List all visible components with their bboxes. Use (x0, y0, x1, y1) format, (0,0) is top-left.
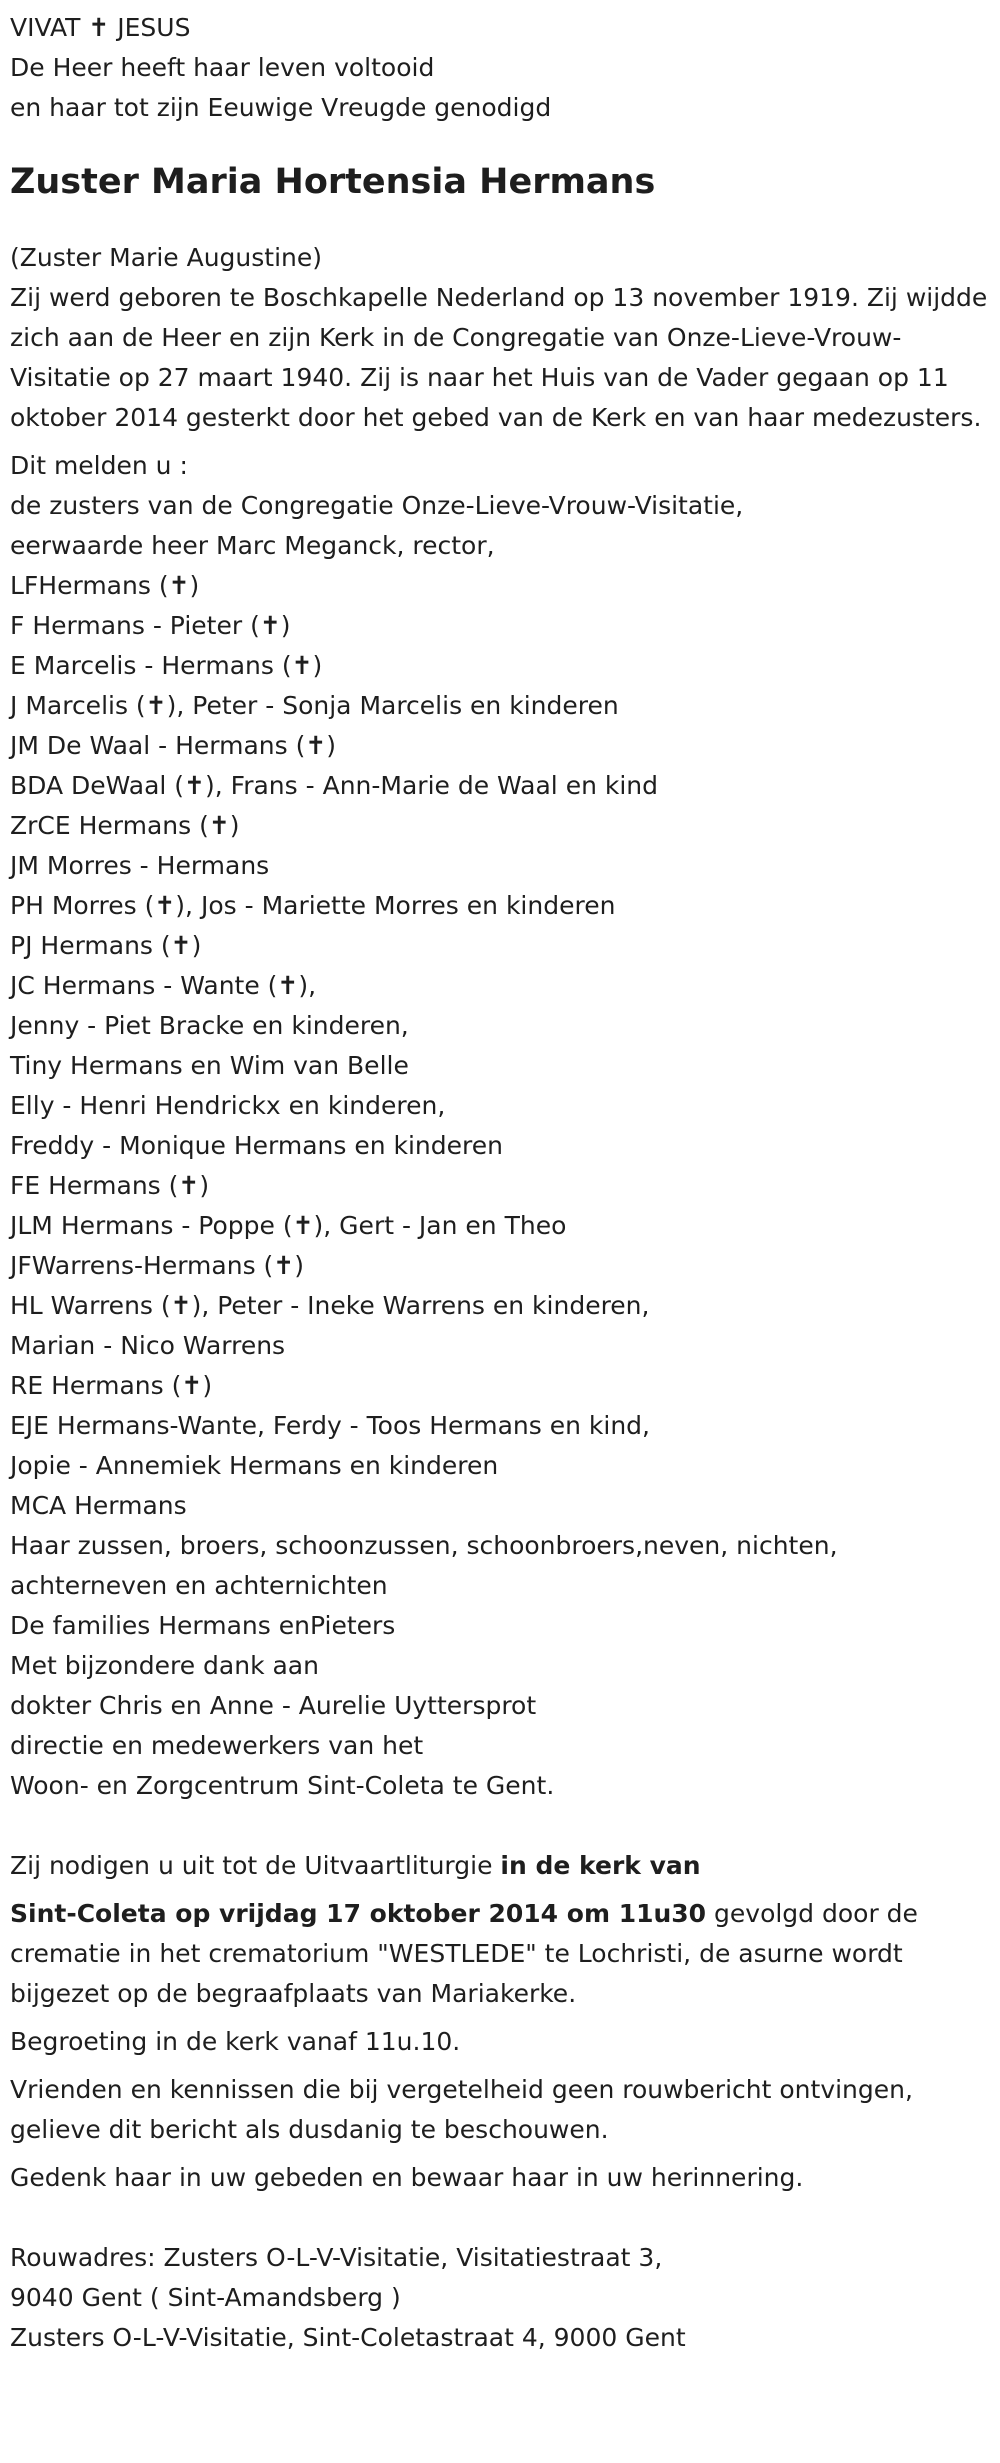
mourner-line: Freddy - Monique Hermans en kinderen (10, 1131, 503, 1160)
mourner-line: PJ Hermans (✝) (10, 931, 202, 960)
biography-paragraph: Zij werd geboren te Boschkapelle Nederland op 13 november 1919. Zij wijdde zich aan de Heer en zijn Kerk in de Congregatie van Onze-Lieve-Vrouw-Visitatie op 27 maart 1940. Zij is naar het Huis van de Vader gegaan op 11 oktober 2014 gesterkt door het gebed van de Kerk en van haar medezusters. (10, 283, 988, 432)
invitation-rest: gevolgd door de crematie in het crematorium "WESTLEDE" te Lochristi, de asurne wordt bijgezet op de begraafplaats van Mariakerke. (10, 1899, 918, 2008)
mourner-line: BDA DeWaal (✝), Frans - Ann-Marie de Waal en kind (10, 771, 658, 800)
mourner-line: JM Morres - Hermans (10, 851, 270, 880)
mourner-line: Haar zussen, broers, schoonzussen, schoonbroers,neven, nichten, (10, 1531, 838, 1560)
mourner-line: de zusters van de Congregatie Onze-Lieve-Vrouw-Visitatie, (10, 491, 744, 520)
mourner-line: PH Morres (✝), Jos - Mariette Morres en kinderen (10, 891, 616, 920)
mourner-line: Jopie - Annemiek Hermans en kinderen (10, 1451, 499, 1480)
notice-paragraph: Vrienden en kennissen die bij vergetelheid geen rouwbericht ontvingen, gelieve dit bericht als dusdanig te beschouwen. (10, 2075, 913, 2144)
mourner-line: LFHermans (✝) (10, 571, 200, 600)
address-line-2: 9040 Gent ( Sint-Amandsberg ) (10, 2283, 401, 2312)
header-line-vivat: VIVAT ✝ JESUS (10, 13, 191, 42)
mourner-line: achterneven en achternichten (10, 1571, 388, 1600)
mourner-line: E Marcelis - Hermans (✝) (10, 651, 323, 680)
deceased-name: Zuster Maria Hortensia Hermans (10, 162, 656, 202)
mourner-line: ZrCE Hermans (✝) (10, 811, 240, 840)
header-line-vreugde: en haar tot zijn Eeuwige Vreugde genodigd (10, 93, 552, 122)
invitation-church: in de kerk van (500, 1851, 701, 1880)
address-line-3: Zusters O-L-V-Visitatie, Sint-Coletastraat 4, 9000 Gent (10, 2323, 686, 2352)
mourner-line: De families Hermans enPieters (10, 1611, 396, 1640)
address-line-1: Rouwadres: Zusters O-L-V-Visitatie, Visitatiestraat 3, (10, 2243, 663, 2272)
mourner-line: Tiny Hermans en Wim van Belle (10, 1051, 409, 1080)
mourner-line: MCA Hermans (10, 1491, 187, 1520)
mourner-line: JM De Waal - Hermans (✝) (10, 731, 337, 760)
mourner-line: Jenny - Piet Bracke en kinderen, (10, 1011, 409, 1040)
mourner-line: eerwaarde heer Marc Meganck, rector, (10, 531, 495, 560)
mourner-line: F Hermans - Pieter (✝) (10, 611, 291, 640)
mourner-line: Woon- en Zorgcentrum Sint-Coleta te Gent. (10, 1771, 555, 1800)
mourner-line: directie en medewerkers van het (10, 1731, 424, 1760)
mourner-line: HL Warrens (✝), Peter - Ineke Warrens en kinderen, (10, 1291, 650, 1320)
religious-name: (Zuster Marie Augustine) (10, 243, 323, 272)
mourner-line: JFWarrens-Hermans (✝) (10, 1251, 304, 1280)
mourner-line: RE Hermans (✝) (10, 1371, 213, 1400)
invitation-date: Sint-Coleta op vrijdag 17 oktober 2014 om 11u30 (10, 1899, 707, 1928)
invitation-intro: Zij nodigen u uit tot de Uitvaartliturgie (10, 1851, 501, 1880)
remember-line: Gedenk haar in uw gebeden en bewaar haar in uw herinnering. (10, 2163, 804, 2192)
header-line-heer: De Heer heeft haar leven voltooid (10, 53, 435, 82)
mourners-list (10, 446, 1000, 1806)
mourner-line: JC Hermans - Wante (✝), (10, 971, 317, 1000)
mourner-line: Dit melden u : (10, 451, 188, 480)
funeral-invitation (10, 1846, 995, 1886)
greeting-line: Begroeting in de kerk vanaf 11u.10. (10, 2027, 461, 2056)
mourner-line: Elly - Henri Hendrickx en kinderen, (10, 1091, 446, 1120)
funeral-details (10, 1894, 995, 2014)
mourner-line: JLM Hermans - Poppe (✝), Gert - Jan en Theo (10, 1211, 567, 1240)
mourner-line: Marian - Nico Warrens (10, 1331, 286, 1360)
mourner-line: Met bijzondere dank aan (10, 1651, 319, 1680)
mourner-line: J Marcelis (✝), Peter - Sonja Marcelis en kinderen (10, 691, 619, 720)
mourner-line: EJE Hermans-Wante, Ferdy - Toos Hermans en kind, (10, 1411, 651, 1440)
mourner-line: FE Hermans (✝) (10, 1171, 210, 1200)
mourner-line: dokter Chris en Anne - Aurelie Uyttersprot (10, 1691, 537, 1720)
